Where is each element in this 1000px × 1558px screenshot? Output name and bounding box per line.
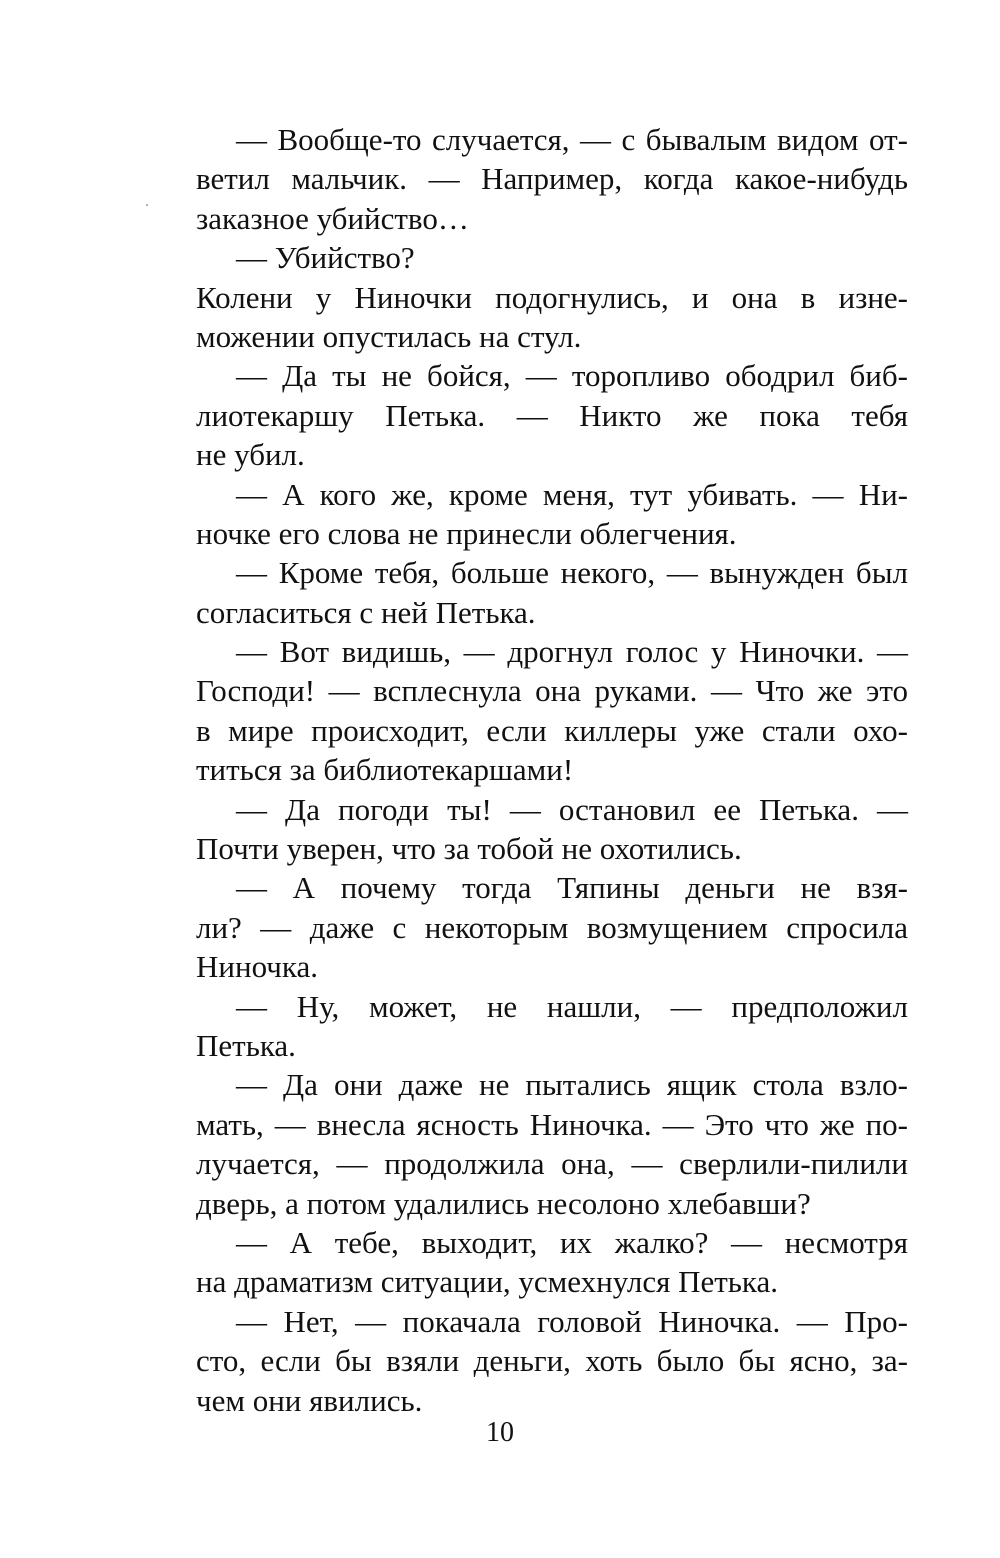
paragraph xyxy=(196,868,908,986)
text-line: Почти уверен, что за тобой не охотились. xyxy=(196,831,742,867)
text-line: заказное убийство… xyxy=(196,200,469,236)
paragraph xyxy=(196,790,908,869)
text-line: — А тебе, выходит, их жалко? — несмотря xyxy=(236,1224,908,1260)
paragraph xyxy=(196,238,908,277)
text-line: чем они явились. xyxy=(196,1382,423,1418)
paragraph xyxy=(196,475,908,554)
paragraph xyxy=(196,553,908,632)
text-line: согласиться с ней Петька. xyxy=(196,594,536,630)
text-line: — Кроме тебя, больше некого, — вынужден был xyxy=(236,555,908,591)
text-line: можении опустилась на стул. xyxy=(196,318,582,354)
text-line: не убил. xyxy=(196,437,305,473)
text-line: титься за библиотекаршами! xyxy=(196,752,574,788)
body-text xyxy=(196,120,908,1420)
text-line: — Вот видишь, — дрогнул голос у Ниночки. — xyxy=(236,634,908,670)
text-line: — А почему тогда Тяпины деньги не взя- xyxy=(236,870,908,906)
text-line: ветил мальчик. — Например, когда какое-нибудь xyxy=(196,161,908,197)
text-line: Колени у Ниночки подогнулись, и она в изне- xyxy=(196,279,908,315)
text-line: — А кого же, кроме меня, тут убивать. — Ни- xyxy=(236,476,908,512)
text-line: Господи! — всплеснула она руками. — Что же это xyxy=(196,673,908,709)
page-number: 10 xyxy=(486,1417,514,1448)
text-line: сто, если бы взяли деньги, хоть было бы ясно, за- xyxy=(196,1343,908,1379)
text-line: Петька. xyxy=(196,1027,296,1063)
paragraph xyxy=(196,632,908,790)
paragraph xyxy=(196,356,908,474)
text-line: — Ну, может, не нашли, — предположил xyxy=(236,988,908,1024)
text-line: — Вообще-то случается, — с бывалым видом от- xyxy=(236,122,908,157)
text-line: на драматизм ситуации, усмехнулся Петька. xyxy=(196,1264,779,1300)
text-line: — Да они даже не пытались ящик стола взло- xyxy=(236,1067,908,1103)
paragraph xyxy=(196,120,908,238)
print-speck xyxy=(146,204,148,206)
paragraph xyxy=(196,987,908,1066)
text-line: лиотекаршу Петька. — Никто же пока тебя xyxy=(196,397,908,433)
paragraph xyxy=(196,1302,908,1420)
text-line: мать, — внесла ясность Ниночка. — Это что же по- xyxy=(196,1106,908,1142)
text-line: дверь, а потом удалились несолоно хлебавши? xyxy=(196,1185,811,1221)
text-line: ли? — даже с некоторым возмущением спросила xyxy=(196,909,908,945)
text-line: — Убийство? xyxy=(236,240,415,276)
text-line: — Да погоди ты! — остановил ее Петька. — xyxy=(236,791,908,827)
paragraph xyxy=(196,278,908,357)
text-line: Ниночка. xyxy=(196,949,318,985)
paragraph xyxy=(196,1223,908,1302)
text-line: ночке его слова не принесли облегчения. xyxy=(196,515,737,551)
text-line: в мире происходит, если киллеры уже стали охо- xyxy=(196,712,908,748)
paragraph xyxy=(196,1065,908,1223)
text-line: лучается, — продолжила она, — сверлили-пилили xyxy=(196,1146,908,1182)
text-line: — Да ты не бойся, — торопливо ободрил биб- xyxy=(236,358,908,394)
text-line: — Нет, — покачала головой Ниночка. — Про- xyxy=(236,1303,908,1339)
